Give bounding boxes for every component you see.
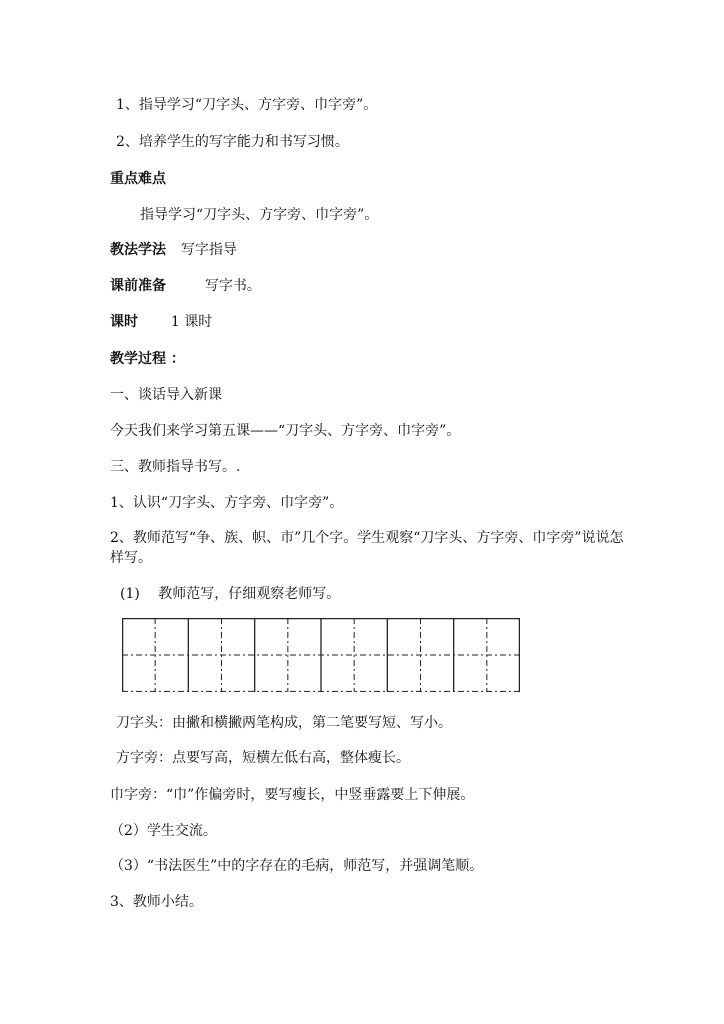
step-1: 一、谈话导入新课 — [110, 387, 222, 403]
objective-2: 2、培养学生的写字能力和书写习惯。 — [116, 134, 349, 150]
hours-row — [110, 313, 212, 331]
sub-step-2: 2、教师范写“争、族、帜、市”几个字。学生观察“刀字头、方字旁、巾字旁”说说怎样写。 — [110, 530, 624, 566]
method-row — [110, 241, 237, 259]
key-points-heading: 重点难点 — [110, 171, 166, 187]
hours-text: 1 课时 — [170, 314, 213, 330]
item-3: （3）“书法医生”中的字存在的毛病，师范写，并强调笔顺。 — [110, 858, 484, 874]
objective-1: 1、指导学习“刀字头、方字旁、巾字旁”。 — [116, 97, 378, 113]
intro-text: 今天我们来学习第五课——“刀字头、方字旁、巾字旁”。 — [110, 423, 461, 439]
process-heading: 教学过程 ： — [110, 351, 185, 367]
sub-step-3: 3、教师小结。 — [110, 894, 203, 910]
prep-row — [110, 277, 261, 295]
key-points-text: 指导学习“刀字头、方字旁、巾字旁”。 — [140, 207, 379, 223]
writing-grid-svg — [122, 618, 520, 692]
item-2: （2）学生交流。 — [110, 823, 217, 839]
jin-radical-note: 巾字旁：“巾”作偏旁时，要写瘦长，中竖垂露要上下伸展。 — [110, 787, 475, 803]
writing-grid — [122, 618, 520, 692]
fang-radical-note: 方字旁：点要写高，短横左低右高，整体瘦长。 — [116, 750, 410, 766]
dao-radical-note: 刀字头：由撇和横撇两笔构成，第二笔要写短、写小。 — [116, 715, 452, 731]
hours-heading: 课时 — [110, 314, 138, 330]
item-1: (1) 教师范写，仔细观察老师写。 — [120, 586, 341, 602]
prep-text: 写字书。 — [204, 278, 261, 294]
method-text: 写字指导 — [180, 242, 237, 258]
step-3: 三、教师指导书写。. — [110, 459, 241, 475]
method-heading: 教法学法 — [110, 242, 166, 258]
sub-step-1: 1、认识“刀字头、方字旁、巾字旁”。 — [110, 495, 344, 511]
prep-heading: 课前准备 — [110, 278, 166, 294]
